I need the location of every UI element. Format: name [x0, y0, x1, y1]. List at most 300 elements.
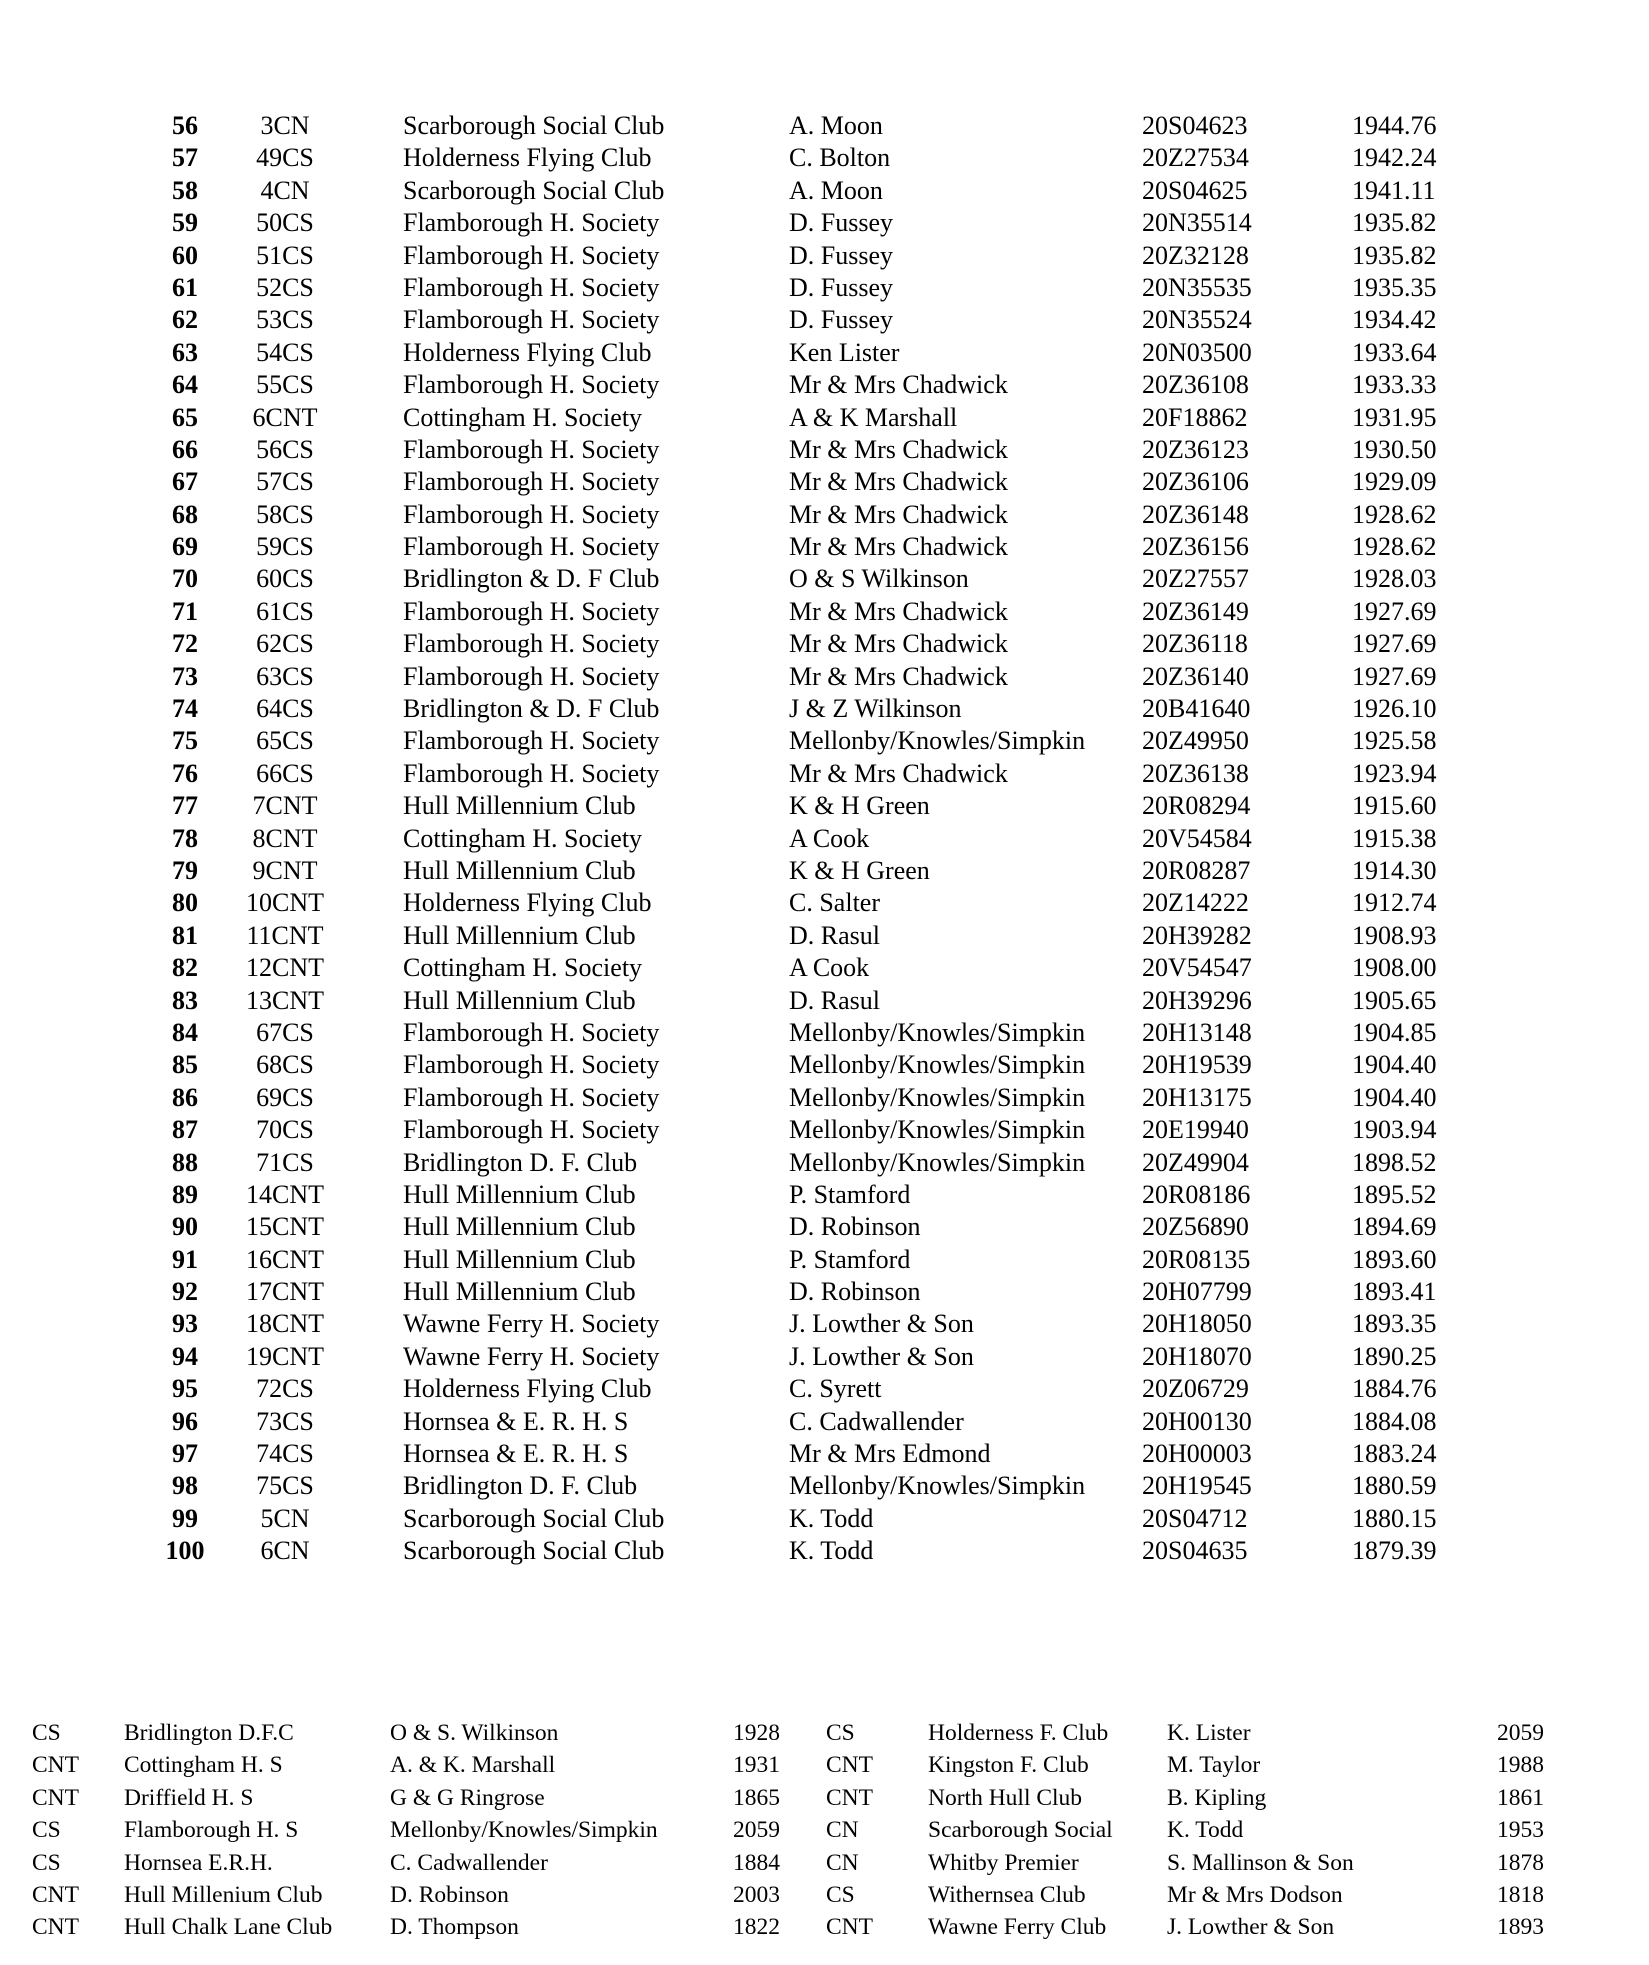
velocity-cell: 1884 [733, 1849, 780, 1876]
ring-code-cell: 19CNT [246, 1341, 324, 1371]
club-cell: Flamborough H. Society [403, 661, 660, 691]
ring-code-cell: 60CS [256, 564, 314, 594]
club-cell: Whitby Premier [928, 1849, 1079, 1876]
velocity-cell: 1915.38 [1352, 823, 1437, 853]
category-cell: CNT [826, 1784, 873, 1811]
velocity-cell: 1928.62 [1352, 499, 1437, 529]
club-cell: Scarborough Social Club [403, 1503, 665, 1533]
bird-number-cell: 20H00130 [1142, 1406, 1252, 1436]
club-cell: Cottingham H. Society [403, 402, 643, 432]
position-cell: 80 [172, 888, 198, 918]
position-cell: 97 [172, 1439, 198, 1469]
velocity-cell: 1904.85 [1352, 1017, 1437, 1047]
club-cell: Hornsea & E. R. H. S [403, 1439, 629, 1469]
bird-number-cell: 20Z27534 [1142, 143, 1249, 173]
owner-cell: D. Fussey [789, 240, 894, 270]
table-row [0, 466, 1649, 498]
club-cell: Hull Chalk Lane Club [124, 1914, 333, 1941]
position-cell: 63 [172, 337, 198, 367]
ring-code-cell: 70CS [256, 1115, 314, 1145]
velocity-cell: 1928 [733, 1720, 780, 1746]
position-cell: 92 [172, 1277, 198, 1307]
velocity-cell: 1927.69 [1352, 629, 1437, 659]
bird-number-cell: 20H19545 [1142, 1471, 1252, 1501]
table-row [0, 1049, 1649, 1081]
owner-cell: Mr & Mrs Chadwick [789, 596, 1008, 626]
velocity-cell: 1893.60 [1352, 1244, 1437, 1274]
table-row [0, 110, 1649, 142]
velocity-cell: 1822 [733, 1914, 780, 1941]
club-cell: Hull Millennium Club [403, 920, 636, 950]
table-row [0, 1276, 1649, 1308]
velocity-cell: 1878 [1497, 1849, 1544, 1876]
bird-number-cell: 20Z06729 [1142, 1374, 1249, 1404]
bird-number-cell: 20Z36106 [1142, 467, 1249, 497]
ring-code-cell: 61CS [256, 596, 314, 626]
club-cell: Flamborough H. Society [403, 726, 660, 756]
velocity-cell: 1884.76 [1352, 1374, 1437, 1404]
owner-cell: K. Todd [789, 1503, 874, 1533]
ring-code-cell: 64CS [256, 694, 314, 724]
position-cell: 87 [172, 1115, 198, 1145]
position-cell: 85 [172, 1050, 198, 1080]
bird-number-cell: 20Z36156 [1142, 532, 1249, 562]
table-row [0, 1114, 1649, 1146]
table-row [0, 596, 1649, 628]
ring-code-cell: 53CS [256, 305, 314, 335]
club-cell: Flamborough H. Society [403, 1115, 660, 1145]
bird-number-cell: 20Z32128 [1142, 240, 1249, 270]
table-row [0, 272, 1649, 304]
velocity-cell: 1908.00 [1352, 953, 1437, 983]
ring-code-cell: 69CS [256, 1082, 314, 1112]
bird-number-cell: 20N03500 [1142, 337, 1252, 367]
velocity-cell: 1926.10 [1352, 694, 1437, 724]
owner-cell: Mr & Mrs Chadwick [789, 434, 1008, 464]
velocity-cell: 1880.59 [1352, 1471, 1437, 1501]
club-cell: Hull Millenium Club [124, 1881, 323, 1908]
velocity-cell: 2059 [1497, 1720, 1544, 1746]
bird-number-cell: 20R08287 [1142, 855, 1251, 885]
position-cell: 78 [172, 823, 198, 853]
owner-cell: O & S Wilkinson [789, 564, 969, 594]
velocity-cell: 1944.76 [1352, 111, 1437, 140]
table-row [0, 758, 1649, 790]
velocity-cell: 1931 [733, 1752, 780, 1779]
table-row [0, 1341, 1649, 1373]
velocity-cell: 1923.94 [1352, 758, 1437, 788]
club-cell: Hull Millennium Club [403, 1179, 636, 1209]
velocity-cell: 1933.64 [1352, 337, 1437, 367]
table-row [0, 1308, 1649, 1340]
velocity-cell: 1935.82 [1352, 240, 1437, 270]
position-cell: 86 [172, 1082, 198, 1112]
position-cell: 82 [172, 953, 198, 983]
position-cell: 88 [172, 1147, 198, 1177]
club-cell: Wawne Ferry H. Society [403, 1341, 660, 1371]
velocity-cell: 2059 [733, 1817, 780, 1844]
club-cell: Flamborough H. Society [403, 758, 660, 788]
ring-code-cell: 15CNT [246, 1212, 324, 1242]
club-cell: Bridlington & D. F Club [403, 694, 660, 724]
club-cell: Flamborough H. Society [403, 596, 660, 626]
club-cell: Holderness Flying Club [403, 337, 652, 367]
club-cell: Bridlington D. F. Club [403, 1471, 638, 1501]
ring-code-cell: 17CNT [246, 1277, 324, 1307]
owner-cell: Ken Lister [789, 337, 900, 367]
table-row [0, 661, 1649, 693]
velocity-cell: 1893 [1497, 1914, 1544, 1941]
owner-cell: Mellonby/Knowles/Simpkin [390, 1817, 658, 1844]
club-cell: Flamborough H. Society [403, 467, 660, 497]
club-cell: Withernsea Club [928, 1881, 1086, 1908]
ring-code-cell: 6CNT [252, 402, 318, 432]
table-row [0, 434, 1649, 466]
club-cell: Wawne Ferry H. Society [403, 1309, 660, 1339]
position-cell: 91 [172, 1244, 198, 1274]
club-cell: Flamborough H. Society [403, 532, 660, 562]
club-cell: Flamborough H. Society [403, 1082, 660, 1112]
ring-code-cell: 18CNT [246, 1309, 324, 1339]
club-cell: Hull Millennium Club [403, 985, 636, 1015]
club-cell: Bridlington & D. F Club [403, 564, 660, 594]
club-cell: Flamborough H. Society [403, 434, 660, 464]
bird-number-cell: 20Z36118 [1142, 629, 1248, 659]
ring-code-cell: 66CS [256, 758, 314, 788]
ring-code-cell: 55CS [256, 370, 314, 400]
owner-cell: P. Stamford [789, 1244, 911, 1274]
table-row [0, 1470, 1649, 1502]
bird-number-cell: 20H18050 [1142, 1309, 1252, 1339]
velocity-cell: 1890.25 [1352, 1341, 1437, 1371]
ring-code-cell: 6CN [260, 1536, 310, 1566]
position-cell: 59 [172, 208, 198, 238]
position-cell: 81 [172, 920, 198, 950]
velocity-cell: 2003 [733, 1881, 780, 1908]
category-cell: CNT [32, 1752, 79, 1779]
table-row [0, 1847, 1649, 1879]
category-cell: CN [826, 1849, 859, 1876]
club-cell: Scarborough Social Club [403, 175, 665, 205]
ring-code-cell: 71CS [256, 1147, 314, 1177]
ring-code-cell: 75CS [256, 1471, 314, 1501]
bird-number-cell: 20H39282 [1142, 920, 1252, 950]
bird-number-cell: 20S04623 [1142, 111, 1248, 140]
owner-cell: K. Todd [1167, 1817, 1244, 1844]
owner-cell: Mellonby/Knowles/Simpkin [789, 1050, 1086, 1080]
velocity-cell: 1912.74 [1352, 888, 1437, 918]
velocity-cell: 1928.03 [1352, 564, 1437, 594]
category-cell: CNT [826, 1752, 873, 1779]
club-cell: Flamborough H. Society [403, 370, 660, 400]
bird-number-cell: 20Z36138 [1142, 758, 1249, 788]
club-cell: Holderness Flying Club [403, 888, 652, 918]
velocity-cell: 1893.35 [1352, 1309, 1437, 1339]
position-cell: 65 [172, 402, 198, 432]
table-row [0, 1782, 1649, 1814]
club-cell: Hull Millennium Club [403, 1244, 636, 1274]
position-cell: 70 [172, 564, 198, 594]
position-cell: 66 [172, 434, 198, 464]
position-cell: 68 [172, 499, 198, 529]
owner-cell: S. Mallinson & Son [1167, 1849, 1354, 1876]
owner-cell: G & G Ringrose [390, 1784, 545, 1811]
owner-cell: J. Lowther & Son [789, 1341, 974, 1371]
club-cell: Flamborough H. Society [403, 1050, 660, 1080]
position-cell: 56 [172, 111, 198, 140]
ring-code-cell: 4CN [260, 175, 310, 205]
table-row [0, 725, 1649, 757]
table-row [0, 563, 1649, 595]
table-row [0, 1244, 1649, 1276]
bird-number-cell: 20N35514 [1142, 208, 1252, 238]
position-cell: 79 [172, 855, 198, 885]
table-row [0, 402, 1649, 434]
owner-cell: D. Robinson [789, 1212, 921, 1242]
position-cell: 73 [172, 661, 198, 691]
owner-cell: Mr & Mrs Chadwick [789, 499, 1008, 529]
owner-cell: Mellonby/Knowles/Simpkin [789, 1115, 1086, 1145]
velocity-cell: 1933.33 [1352, 370, 1437, 400]
table-row [0, 1503, 1649, 1535]
owner-cell: A. Moon [789, 175, 883, 205]
club-cell: Bridlington D.F.C [124, 1720, 294, 1746]
club-cell: Hull Millennium Club [403, 1277, 636, 1307]
ring-code-cell: 12CNT [246, 953, 324, 983]
owner-cell: K. Todd [789, 1536, 874, 1566]
table-row [0, 1211, 1649, 1243]
position-cell: 62 [172, 305, 198, 335]
category-cell: CNT [32, 1914, 79, 1941]
club-cell: Bridlington D. F. Club [403, 1147, 638, 1177]
club-cell: Flamborough H. Society [403, 499, 660, 529]
owner-cell: A Cook [789, 823, 870, 853]
category-cell: CS [32, 1817, 61, 1844]
table-row [0, 1535, 1649, 1567]
velocity-cell: 1884.08 [1352, 1406, 1437, 1436]
table-row [0, 887, 1649, 919]
position-cell: 72 [172, 629, 198, 659]
table-row [0, 369, 1649, 401]
position-cell: 95 [172, 1374, 198, 1404]
owner-cell: D. Fussey [789, 272, 894, 302]
ring-code-cell: 5CN [260, 1503, 310, 1533]
table-row [0, 693, 1649, 725]
velocity-cell: 1935.35 [1352, 272, 1437, 302]
position-cell: 58 [172, 175, 198, 205]
owner-cell: K & H Green [789, 791, 930, 821]
ring-code-cell: 57CS [256, 467, 314, 497]
owner-cell: D. Thompson [390, 1914, 519, 1941]
table-row [0, 1879, 1649, 1911]
owner-cell: C. Salter [789, 888, 880, 918]
owner-cell: Mr & Mrs Dodson [1167, 1881, 1343, 1908]
position-cell: 76 [172, 758, 198, 788]
ring-code-cell: 68CS [256, 1050, 314, 1080]
ring-code-cell: 72CS [256, 1374, 314, 1404]
velocity-cell: 1929.09 [1352, 467, 1437, 497]
bird-number-cell: 20Z49904 [1142, 1147, 1249, 1177]
position-cell: 94 [172, 1341, 198, 1371]
owner-cell: K & H Green [789, 855, 930, 885]
category-cell: CN [826, 1817, 859, 1844]
table-row [0, 1717, 1649, 1749]
velocity-cell: 1895.52 [1352, 1179, 1437, 1209]
velocity-cell: 1883.24 [1352, 1439, 1437, 1469]
velocity-cell: 1928.62 [1352, 532, 1437, 562]
position-cell: 71 [172, 596, 198, 626]
owner-cell: D. Robinson [390, 1881, 509, 1908]
velocity-cell: 1898.52 [1352, 1147, 1437, 1177]
position-cell: 98 [172, 1471, 198, 1501]
bird-number-cell: 20N35524 [1142, 305, 1252, 335]
owner-cell: J. Lowther & Son [1167, 1914, 1335, 1941]
velocity-cell: 1931.95 [1352, 402, 1437, 432]
category-cell: CS [32, 1720, 61, 1746]
velocity-cell: 1934.42 [1352, 305, 1437, 335]
owner-cell: Mr & Mrs Chadwick [789, 532, 1008, 562]
club-cell: Flamborough H. S [124, 1817, 299, 1844]
owner-cell: B. Kipling [1167, 1784, 1267, 1811]
ring-code-cell: 52CS [256, 272, 314, 302]
table-row [0, 304, 1649, 336]
velocity-cell: 1930.50 [1352, 434, 1437, 464]
club-cell: Flamborough H. Society [403, 272, 660, 302]
bird-number-cell: 20H00003 [1142, 1439, 1252, 1469]
club-cell: North Hull Club [928, 1784, 1083, 1811]
bird-number-cell: 20H13175 [1142, 1082, 1252, 1112]
ring-code-cell: 59CS [256, 532, 314, 562]
position-cell: 99 [172, 1503, 198, 1533]
velocity-cell: 1908.93 [1352, 920, 1437, 950]
owner-cell: M. Taylor [1167, 1752, 1261, 1779]
owner-cell: J & Z Wilkinson [789, 694, 962, 724]
position-cell: 69 [172, 532, 198, 562]
club-cell: Hornsea & E. R. H. S [403, 1406, 629, 1436]
club-cell: Flamborough H. Society [403, 1017, 660, 1047]
category-cell: CS [826, 1720, 855, 1746]
ring-code-cell: 16CNT [246, 1244, 324, 1274]
table-row [0, 628, 1649, 660]
velocity-cell: 1861 [1497, 1784, 1544, 1811]
velocity-cell: 1904.40 [1352, 1082, 1437, 1112]
ring-code-cell: 50CS [256, 208, 314, 238]
ring-code-cell: 67CS [256, 1017, 314, 1047]
ring-code-cell: 62CS [256, 629, 314, 659]
ring-code-cell: 51CS [256, 240, 314, 270]
table-row [0, 920, 1649, 952]
position-cell: 75 [172, 726, 198, 756]
owner-cell: Mr & Mrs Chadwick [789, 758, 1008, 788]
owner-cell: K. Lister [1167, 1720, 1251, 1746]
ring-code-cell: 54CS [256, 337, 314, 367]
velocity-cell: 1927.69 [1352, 661, 1437, 691]
bird-number-cell: 20Z36148 [1142, 499, 1249, 529]
table-row [0, 1814, 1649, 1846]
bird-number-cell: 20H13148 [1142, 1017, 1252, 1047]
position-cell: 83 [172, 985, 198, 1015]
position-cell: 84 [172, 1017, 198, 1047]
table-row [0, 1179, 1649, 1211]
category-cell: CNT [826, 1914, 873, 1941]
club-cell: Kingston F. Club [928, 1752, 1089, 1779]
category-cell: CNT [32, 1881, 79, 1908]
owner-cell: A & K Marshall [789, 402, 958, 432]
velocity-cell: 1941.11 [1352, 175, 1436, 205]
velocity-cell: 1879.39 [1352, 1536, 1437, 1566]
bird-number-cell: 20Z36149 [1142, 596, 1249, 626]
ring-code-cell: 56CS [256, 434, 314, 464]
velocity-cell: 1988 [1497, 1752, 1544, 1779]
position-cell: 67 [172, 467, 198, 497]
velocity-cell: 1903.94 [1352, 1115, 1437, 1145]
bird-number-cell: 20R08294 [1142, 791, 1251, 821]
owner-cell: Mr & Mrs Chadwick [789, 467, 1008, 497]
club-cell: Hull Millennium Club [403, 1212, 636, 1242]
club-cell: Driffield H. S [124, 1784, 254, 1811]
bird-number-cell: 20H39296 [1142, 985, 1252, 1015]
velocity-cell: 1953 [1497, 1817, 1544, 1844]
club-cell: Cottingham H. Society [403, 953, 643, 983]
owner-cell: C. Cadwallender [789, 1406, 964, 1436]
table-row [0, 1082, 1649, 1114]
category-cell: CNT [32, 1784, 79, 1811]
bird-number-cell: 20Z36108 [1142, 370, 1249, 400]
club-cell: Scarborough Social Club [403, 111, 665, 140]
club-cell: Hull Millennium Club [403, 855, 636, 885]
club-cell: Hornsea E.R.H. [124, 1849, 273, 1876]
ring-code-cell: 8CNT [252, 823, 318, 853]
ring-code-cell: 74CS [256, 1439, 314, 1469]
bird-number-cell: 20Z56890 [1142, 1212, 1249, 1242]
position-cell: 64 [172, 370, 198, 400]
ring-code-cell: 49CS [256, 143, 314, 173]
owner-cell: D. Fussey [789, 208, 894, 238]
ring-code-cell: 9CNT [252, 855, 318, 885]
owner-cell: Mellonby/Knowles/Simpkin [789, 726, 1086, 756]
bird-number-cell: 20B41640 [1142, 694, 1251, 724]
bird-number-cell: 20E19940 [1142, 1115, 1249, 1145]
table-row [0, 1438, 1649, 1470]
owner-cell: Mellonby/Knowles/Simpkin [789, 1017, 1086, 1047]
table-row [0, 985, 1649, 1017]
bird-number-cell: 20S04712 [1142, 1503, 1248, 1533]
table-row [0, 175, 1649, 207]
owner-cell: Mr & Mrs Edmond [789, 1439, 991, 1469]
table-row [0, 1749, 1649, 1781]
club-cell: Hull Millennium Club [403, 791, 636, 821]
velocity-cell: 1935.82 [1352, 208, 1437, 238]
position-cell: 61 [172, 272, 198, 302]
owner-cell: Mr & Mrs Chadwick [789, 661, 1008, 691]
club-winners-table [0, 1717, 1649, 1944]
owner-cell: J. Lowther & Son [789, 1309, 974, 1339]
owner-cell: Mellonby/Knowles/Simpkin [789, 1082, 1086, 1112]
bird-number-cell: 20R08186 [1142, 1179, 1251, 1209]
bird-number-cell: 20V54584 [1142, 823, 1252, 853]
owner-cell: D. Rasul [789, 920, 880, 950]
owner-cell: A. Moon [789, 111, 883, 140]
club-cell: Scarborough Social Club [403, 1536, 665, 1566]
ring-code-cell: 11CNT [246, 920, 324, 950]
owner-cell: D. Fussey [789, 305, 894, 335]
table-row [0, 337, 1649, 369]
bird-number-cell: 20N35535 [1142, 272, 1252, 302]
owner-cell: D. Rasul [789, 985, 880, 1015]
bird-number-cell: 20R08135 [1142, 1244, 1251, 1274]
position-cell: 93 [172, 1309, 198, 1339]
table-row [0, 1373, 1649, 1405]
